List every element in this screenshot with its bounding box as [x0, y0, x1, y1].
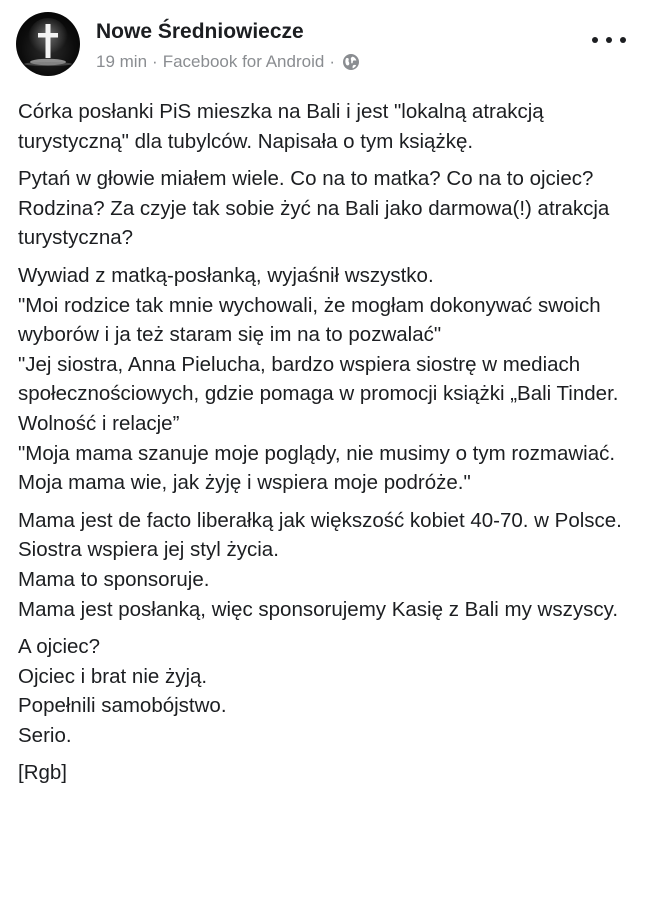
post-meta	[96, 52, 360, 72]
post-body	[18, 97, 630, 796]
post-paragraph: Pytań w głowie miałem wiele. Co na to matka? Co na to ojciec? Rodzina? Za czyje tak sobie żyć na Bali jako darmowa(!) atrakcja turystyczna?	[18, 167, 610, 250]
more-options-icon	[592, 37, 598, 43]
meta-separator: ·	[329, 52, 335, 71]
globe-icon	[342, 53, 360, 71]
avatar[interactable]	[16, 12, 80, 76]
more-options-button[interactable]	[592, 30, 626, 50]
post-header	[16, 12, 630, 80]
more-options-icon	[620, 37, 626, 43]
post-paragraph: Wywiad z matką-posłanką, wyjaśnił wszystko. "Moi rodzice tak mnie wychowali, że mogłam dokonywać swoich wyborów i ja też staram się im na to pozwalać" "Jej siostra, Anna Pielucha, bardzo wspiera siostrę w mediach społecznościowych, gdzie pomaga w promocji książki „Bali Tinder. Wolność i relacje” "Moja mama szanuje moje poglądy, nie musimy o tym rozmawiać. Moja mama wie, jak żyję i wspiera moje podróże."	[18, 263, 619, 495]
post-timestamp[interactable]: 19 min	[96, 52, 148, 71]
post-paragraph: Córka posłanki PiS mieszka na Bali i jest "lokalną atrakcją turystyczną" dla tubylców. Napisała o tym książkę.	[18, 100, 544, 153]
more-options-icon	[606, 37, 612, 43]
post-paragraph: [Rgb]	[18, 761, 67, 785]
page-name[interactable]: Nowe Średniowiecze	[96, 20, 304, 43]
post-paragraph: Mama jest de facto liberałką jak większość kobiet 40-70. w Polsce. Siostra wspiera jej styl życia. Mama to sponsoruje. Mama jest posłanką, więc sponsorujemy Kasię z Bali my wszyscy.	[18, 508, 622, 621]
post-paragraph: A ojciec? Ojciec i brat nie żyją. Popełnili samobójstwo. Serio.	[18, 635, 227, 747]
post-source: Facebook for Android	[162, 52, 325, 71]
cross-icon	[16, 12, 80, 76]
meta-separator: ·	[152, 52, 158, 71]
